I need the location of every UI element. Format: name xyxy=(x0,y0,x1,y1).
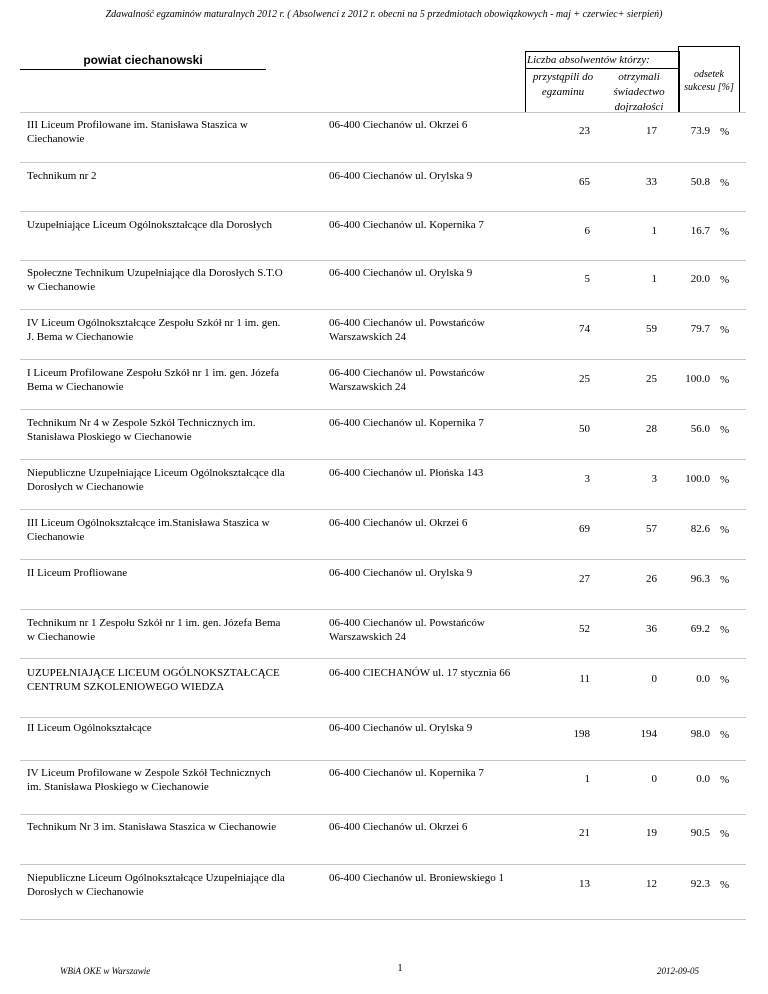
took-exam-count: 25 xyxy=(579,373,590,385)
row-divider xyxy=(20,919,746,920)
took-exam-count: 3 xyxy=(584,473,590,485)
graduates-group-divider xyxy=(525,68,680,69)
school-address: 06-400 Ciechanów ul. Powstańców Warszawskich 24 xyxy=(329,617,485,643)
school-name: Technikum nr 1 Zespołu Szkół nr 1 im. gen. Józefa Bema w Ciechanowie xyxy=(27,617,281,643)
percent-sign: % xyxy=(720,126,730,138)
got-certificate-count: 0 xyxy=(651,673,657,685)
page-number: 1 xyxy=(397,962,403,974)
school-address: 06-400 Ciechanów ul. Broniewskiego 1 xyxy=(329,872,505,884)
school-name: IV Liceum Profilowane w Zespole Szkół Technicznych im. Stanisława Płoskiego w Ciechanowie xyxy=(27,767,271,793)
row-divider xyxy=(20,814,746,815)
school-address: 06-400 Ciechanów ul. Okrzei 6 xyxy=(329,517,468,529)
row-divider xyxy=(20,760,746,761)
school-address: 06-400 Ciechanów ul. Powstańców Warszawskich 24 xyxy=(329,367,485,393)
document-title: Zdawalność egzaminów maturalnych 2012 r. ( Absolwenci z 2012 r. obecni na 5 przedmiotach obowiązkowych - maj + czerwiec+ sierpień) xyxy=(105,9,663,20)
school-name: Niepubliczne Liceum Ogólnokształcące Uzupełniające dla Dorosłych w Ciechanowie xyxy=(27,872,285,898)
got-certificate-count: 1 xyxy=(651,273,657,285)
row-divider xyxy=(20,260,746,261)
got-certificate-count: 26 xyxy=(646,573,657,585)
success-rate-value: 100.0 xyxy=(685,473,710,485)
took-exam-count: 198 xyxy=(573,728,590,740)
success-rate-value: 56.0 xyxy=(690,423,710,435)
school-address: 06-400 Ciechanów ul. Kopernika 7 xyxy=(329,219,484,231)
percent-sign: % xyxy=(720,624,730,636)
school-name: Technikum Nr 3 im. Stanisława Staszica w Ciechanowie xyxy=(27,821,277,833)
school-address: 06-400 Ciechanów ul. Orylska 9 xyxy=(329,567,473,579)
took-exam-count: 74 xyxy=(579,323,590,335)
school-address: 06-400 Ciechanów ul. Orylska 9 xyxy=(329,267,473,279)
row-divider xyxy=(20,509,746,510)
took-exam-count: 27 xyxy=(579,573,590,585)
success-rate-value: 92.3 xyxy=(690,878,710,890)
percent-sign: % xyxy=(720,474,730,486)
success-rate-value: 98.0 xyxy=(690,728,710,740)
success-rate-value: 50.8 xyxy=(690,176,710,188)
school-name: III Liceum Ogólnokształcące im.Stanisława Staszica w Ciechanowie xyxy=(27,517,270,543)
percent-sign: % xyxy=(720,574,730,586)
got-certificate-count: 3 xyxy=(651,473,657,485)
school-address: 06-400 Ciechanów ul. Płońska 143 xyxy=(329,467,484,479)
success-rate-value: 0.0 xyxy=(696,773,710,785)
success-rate-value: 96.3 xyxy=(690,573,710,585)
school-address: 06-400 Ciechanów ul. Orylska 9 xyxy=(329,722,473,734)
got-certificate-count: 59 xyxy=(646,323,657,335)
success-rate-value: 82.6 xyxy=(690,523,710,535)
got-certificate-count: 57 xyxy=(646,523,657,535)
got-certificate-count: 25 xyxy=(646,373,657,385)
row-divider xyxy=(20,559,746,560)
success-rate-value: 69.2 xyxy=(690,623,710,635)
row-divider xyxy=(20,609,746,610)
school-name: UZUPEŁNIAJĄCE LICEUM OGÓLNOKSZTAŁCĄCE CENTRUM SZKOLENIOWEGO WIEDZA xyxy=(27,667,280,693)
footer-institution: WBiA OKE w Warszawie xyxy=(60,966,151,976)
success-rate-value: 73.9 xyxy=(690,125,710,137)
county-name: powiat ciechanowski xyxy=(20,53,266,70)
took-exam-count: 11 xyxy=(579,673,590,685)
row-divider xyxy=(20,211,746,212)
took-exam-count: 13 xyxy=(579,878,590,890)
got-certificate-count: 12 xyxy=(646,878,657,890)
school-name: Technikum nr 2 xyxy=(27,170,97,182)
school-name: II Liceum Profliowane xyxy=(27,567,128,579)
row-divider xyxy=(20,658,746,659)
percent-sign: % xyxy=(720,226,730,238)
percent-sign: % xyxy=(720,674,730,686)
graduates-group-label: Liczba absolwentów którzy: xyxy=(527,54,650,66)
col-header-got-certificate: otrzymali świadectwo dojrzałości xyxy=(613,71,665,113)
school-address: 06-400 CIECHANÓW ul. 17 stycznia 66 xyxy=(329,667,511,679)
success-rate-value: 90.5 xyxy=(690,827,710,839)
took-exam-count: 69 xyxy=(579,523,590,535)
row-divider xyxy=(20,717,746,718)
percent-sign: % xyxy=(720,524,730,536)
success-rate-value: 100.0 xyxy=(685,373,710,385)
got-certificate-count: 19 xyxy=(646,827,657,839)
school-address: 06-400 Ciechanów ul. Powstańców Warszawskich 24 xyxy=(329,317,485,343)
row-divider xyxy=(20,309,746,310)
percent-sign: % xyxy=(720,729,730,741)
school-address: 06-400 Ciechanów ul. Okrzei 6 xyxy=(329,821,468,833)
percent-sign: % xyxy=(720,774,730,786)
school-address: 06-400 Ciechanów ul. Kopernika 7 xyxy=(329,417,484,429)
got-certificate-count: 33 xyxy=(646,176,657,188)
school-address: 06-400 Ciechanów ul. Okrzei 6 xyxy=(329,119,468,131)
school-address: 06-400 Ciechanów ul. Kopernika 7 xyxy=(329,767,484,779)
school-name: Niepubliczne Uzupełniające Liceum Ogólnokształcące dla Dorosłych w Ciechanowie xyxy=(27,467,285,493)
took-exam-count: 6 xyxy=(584,225,590,237)
school-address: 06-400 Ciechanów ul. Orylska 9 xyxy=(329,170,473,182)
school-name: III Liceum Profilowane im. Stanisława Staszica w Ciechanowie xyxy=(27,119,248,145)
got-certificate-count: 36 xyxy=(646,623,657,635)
took-exam-count: 21 xyxy=(579,827,590,839)
got-certificate-count: 28 xyxy=(646,423,657,435)
got-certificate-count: 1 xyxy=(651,225,657,237)
school-name: I Liceum Profilowane Zespołu Szkół nr 1 im. gen. Józefa Bema w Ciechanowie xyxy=(27,367,280,393)
col-header-success-rate: odsetek sukcesu [%] xyxy=(684,69,734,93)
took-exam-count: 52 xyxy=(579,623,590,635)
took-exam-count: 50 xyxy=(579,423,590,435)
row-divider xyxy=(20,864,746,865)
col-header-took-exam: przystąpili do egzaminu xyxy=(532,71,594,98)
success-rate-value: 20.0 xyxy=(690,273,710,285)
footer-date: 2012-09-05 xyxy=(657,966,699,976)
school-name: Społeczne Technikum Uzupełniające dla Dorosłych S.T.O w Ciechanowie xyxy=(27,267,283,293)
got-certificate-count: 0 xyxy=(651,773,657,785)
percent-sign: % xyxy=(720,274,730,286)
got-certificate-count: 194 xyxy=(640,728,657,740)
took-exam-count: 1 xyxy=(584,773,590,785)
school-name: Uzupełniające Liceum Ogólnokształcące dla Dorosłych xyxy=(27,219,272,231)
school-name: IV Liceum Ogólnokształcące Zespołu Szkół nr 1 im. gen. J. Bema w Ciechanowie xyxy=(27,317,281,343)
percent-sign: % xyxy=(720,879,730,891)
percent-sign: % xyxy=(720,177,730,189)
school-name: Technikum Nr 4 w Zespole Szkół Technicznych im. Stanisława Płoskiego w Ciechanowie xyxy=(27,417,256,443)
school-name: II Liceum Ogólnokształcące xyxy=(27,722,152,734)
row-divider xyxy=(20,409,746,410)
percent-sign: % xyxy=(720,324,730,336)
got-certificate-count: 17 xyxy=(646,125,657,137)
row-divider xyxy=(20,459,746,460)
row-divider xyxy=(20,359,746,360)
success-rate-value: 16.7 xyxy=(690,225,710,237)
success-rate-value: 0.0 xyxy=(696,673,710,685)
percent-sign: % xyxy=(720,424,730,436)
success-rate-value: 79.7 xyxy=(690,323,710,335)
took-exam-count: 23 xyxy=(579,125,590,137)
row-divider xyxy=(20,162,746,163)
row-divider xyxy=(20,112,746,113)
took-exam-count: 65 xyxy=(579,176,590,188)
took-exam-count: 5 xyxy=(584,273,590,285)
percent-sign: % xyxy=(720,828,730,840)
percent-sign: % xyxy=(720,374,730,386)
